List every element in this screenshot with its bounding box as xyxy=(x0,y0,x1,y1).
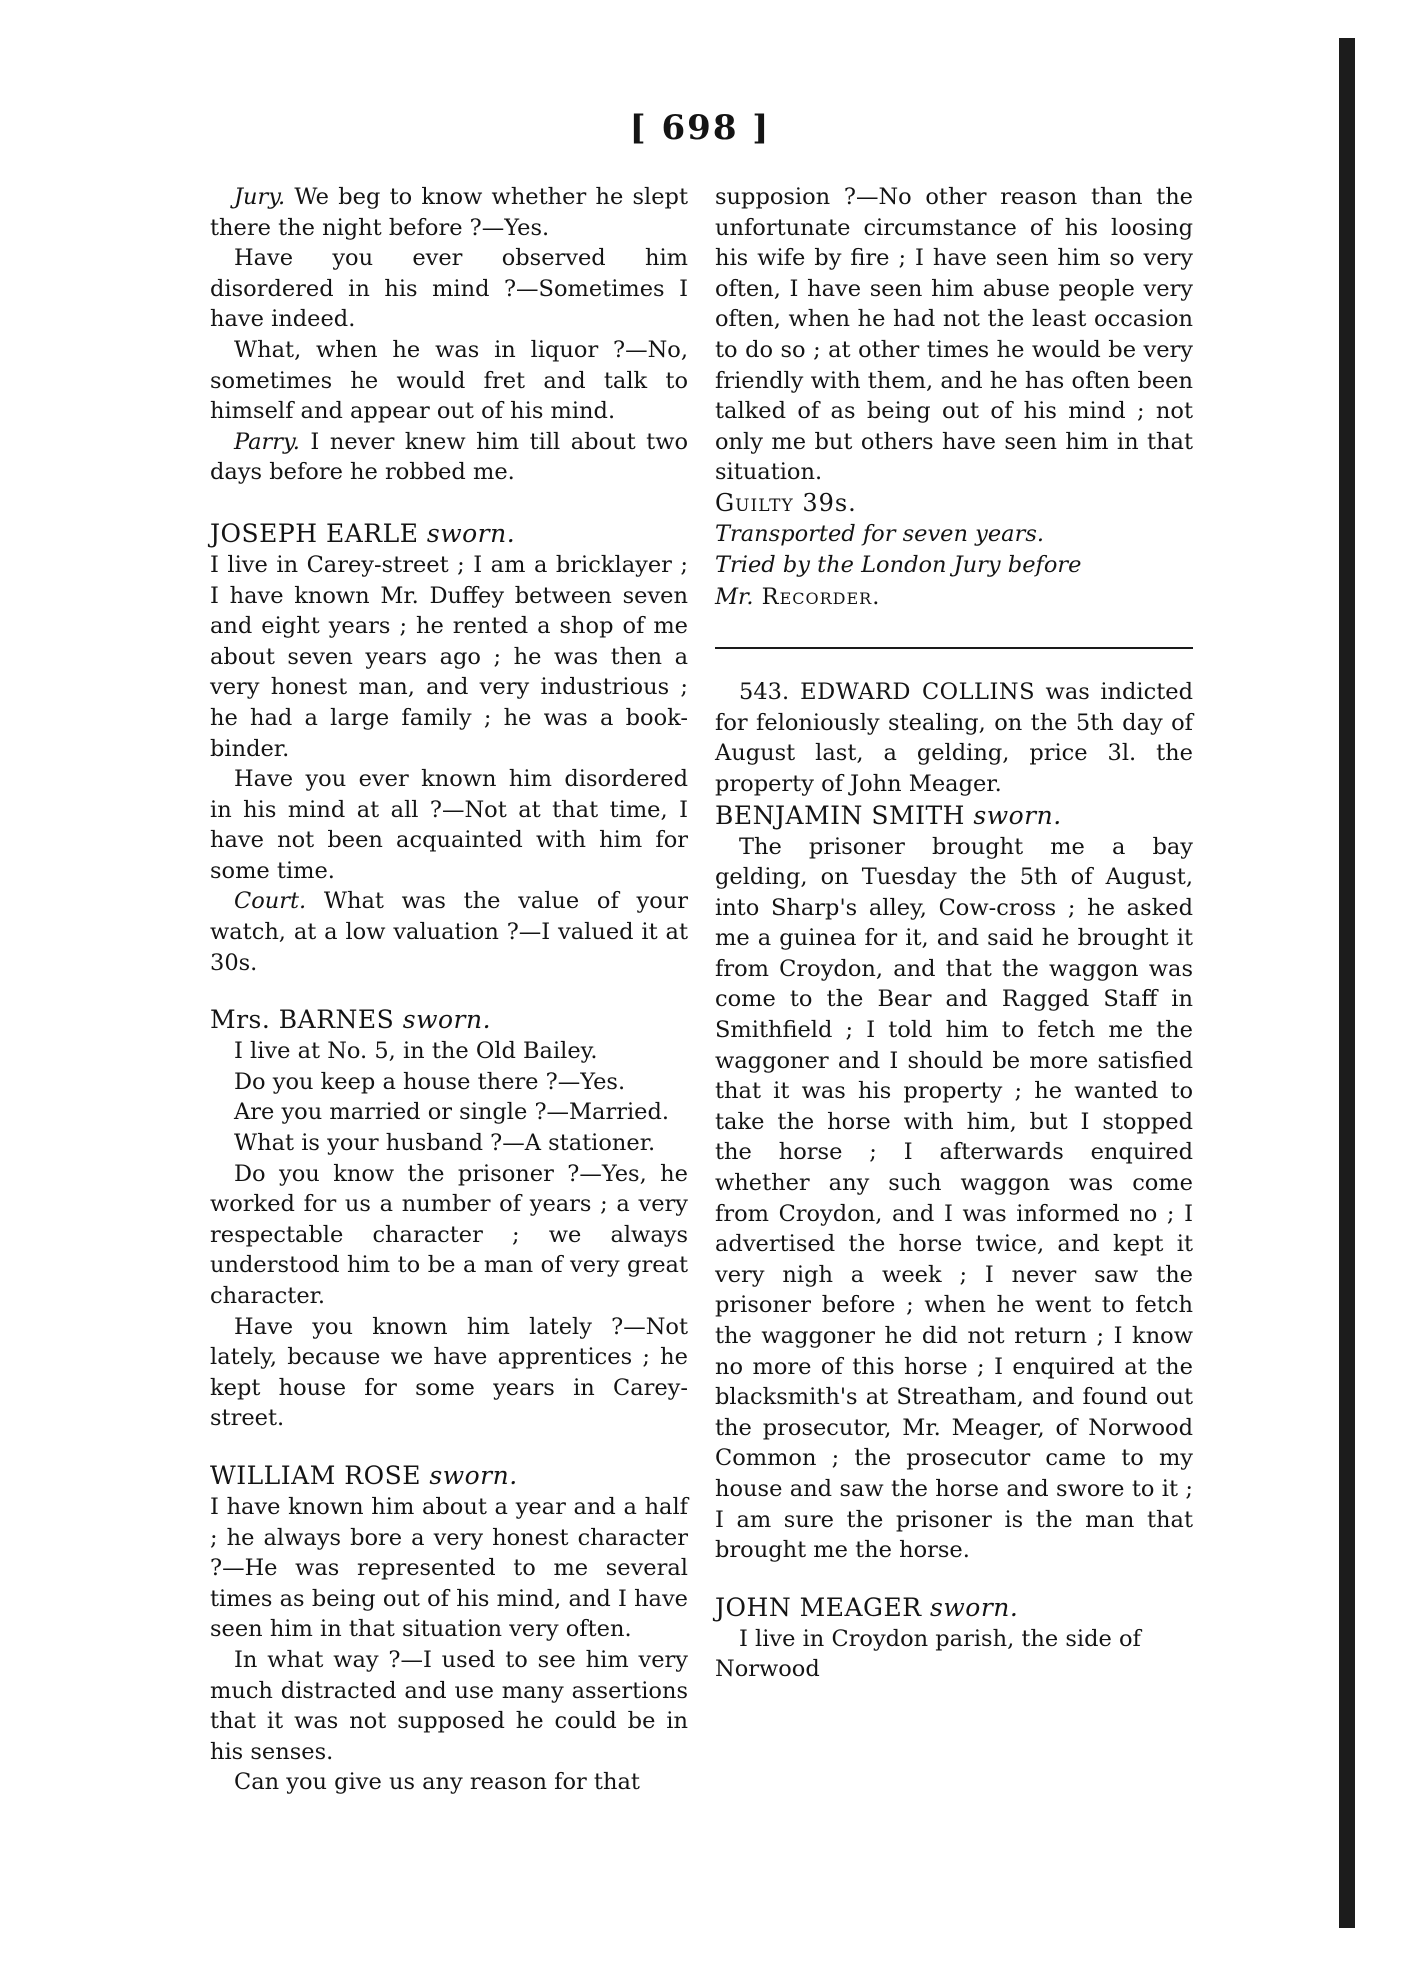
paragraph-text: I never knew him till about two days before he robbed me. xyxy=(210,428,688,486)
paragraph: Have you ever observed him disordered in his mind ?—Sometimes I have indeed. xyxy=(210,245,688,333)
paragraph: I have known him about a year and a half ; he always bore a very honest character ?—He was represented to me several times as being out of his mind, and I have seen him in that situation very often. xyxy=(210,1493,688,1643)
section-divider xyxy=(715,647,1193,649)
paragraph: Do you keep a house there ?—Yes. xyxy=(234,1068,626,1095)
witness-name: JOHN MEAGER xyxy=(715,1592,922,1622)
paragraph: I live in Croydon parish, the side of xyxy=(739,1625,1141,1652)
page-number: [ 698 ] xyxy=(629,108,771,148)
right-column xyxy=(715,182,1193,1685)
catchword: Norwood xyxy=(715,1656,820,1683)
witness-heading xyxy=(210,1004,688,1036)
paragraph-text: We beg to know whether he slept there the night before ?—Yes. xyxy=(210,184,688,241)
paragraph: In what way ?—I used to see him very much distracted and use many assertions that it was not supposed he could be in his senses. xyxy=(210,1646,688,1765)
verdict xyxy=(715,488,1193,519)
page-edge-bar xyxy=(1339,38,1355,1928)
speaker-label: Jury. xyxy=(234,184,286,210)
witness-name: WILLIAM ROSE xyxy=(210,1460,421,1490)
witness-name: BENJAMIN SMITH xyxy=(715,800,965,830)
witness-name: JOSEPH EARLE xyxy=(210,518,419,548)
paragraph: I live in Carey-street ; I am a bricklayer ; I have known Mr. Duffey between seven and eight years ; he rented a shop of me about seven years ago ; he was then a very honest man, and very industrious ; he had a large family ; he was a book-binder. xyxy=(210,551,688,762)
paragraph: What is your husband ?—A stationer. xyxy=(234,1130,656,1157)
indictment-text: was indicted for feloniously stealing, on the 5th day of August last, a gelding, price 3l. the property of John Meager. xyxy=(715,679,1193,797)
trial-note xyxy=(715,549,1193,613)
witness-heading xyxy=(715,1592,1193,1624)
sentence: Transported for seven years. xyxy=(715,520,1045,547)
paragraph xyxy=(210,427,688,488)
paragraph: supposion ?—No other reason than the unfortunate circumstance of his loosing his wife by fire ; I have seen him so very often, I have seen him abuse people very often, when he had not the least occasion to do so ; at other times he would be very friendly with them, and he has often been talked of as being out of his mind ; not only me but others have seen him in that situation. xyxy=(715,184,1193,486)
paragraph: Are you married or single ?—Married. xyxy=(234,1099,670,1126)
speaker-label: Parry. xyxy=(234,428,300,455)
witness-sworn: sworn. xyxy=(973,800,1062,830)
paragraph xyxy=(210,886,688,978)
verdict-amount: 39s. xyxy=(793,488,857,517)
witness-heading xyxy=(210,518,688,550)
defendant-name: EDWARD COLLINS xyxy=(789,679,1035,706)
paragraph: Have you ever known him disordered in his mind at all ?—Not at that time, I have not been acquainted with him for some time. xyxy=(210,766,688,884)
paragraph: I live at No. 5, in the Old Bailey. xyxy=(234,1038,598,1065)
case-heading xyxy=(715,677,1193,799)
paragraph: Can you give us any reason for that xyxy=(234,1769,640,1796)
speaker-label: Court. xyxy=(234,888,307,915)
left-column xyxy=(210,182,688,1798)
witness-sworn: sworn. xyxy=(429,1460,518,1490)
paragraph-text: What was the value of your watch, at a low valuation ?—I valued it at 30s. xyxy=(210,888,688,976)
paragraph: The prisoner brought me a bay gelding, on Tuesday the 5th of August, into Sharp's alley, Cow-cross ; he asked me a guinea for it, and said he brought it from Croydon, and that the waggon was come to the Bear and Ragged Staff in Smithfield ; I told him to fetch me the waggoner and I should be more satisfied that it was his property ; he wanted to take the horse with him, but I stopped the horse ; I afterwards enquired whether any such waggon was come from Croydon, and I was informed no ; I advertised the horse twice, and kept it very nigh a week ; I never saw the prisoner before ; when he went to fetch the waggoner he did not return ; I know no more of this horse ; I enquired at the blacksmith's at Streatham, and found out the prosecutor, Mr. Meager, of Norwood Common ; the prosecutor came to my house and saw the horse and swore to it ; I am sure the prisoner is the man that brought me the horse. xyxy=(715,833,1193,1564)
paragraph: Do you know the prisoner ?—Yes, he worked for us a number of years ; a very respectable character ; we always understood him to be a man of very great character. xyxy=(210,1160,688,1309)
witness-sworn: sworn. xyxy=(426,518,516,548)
judge-title: Mr. xyxy=(715,584,754,611)
paragraph: What, when he was in liquor ?—No, sometimes he would fret and talk to himself and appear out of his mind. xyxy=(210,336,688,425)
witness-sworn: sworn. xyxy=(402,1005,492,1035)
witness-title: Mrs. xyxy=(210,1005,271,1035)
judge-name: Recorder. xyxy=(753,584,881,611)
verdict-word: Guilty xyxy=(715,488,794,517)
paragraph: Have you known him lately ?—Not lately, because we have apprentices ; he kept house for some years in Carey-street. xyxy=(210,1313,688,1432)
witness-heading xyxy=(715,800,1193,832)
witness-name: BARNES xyxy=(278,1005,395,1035)
case-number: 543. xyxy=(739,679,790,706)
paragraph xyxy=(210,182,688,243)
witness-heading xyxy=(210,1460,688,1492)
trial-note-line: Tried by the London Jury before xyxy=(715,552,1082,579)
witness-sworn: sworn. xyxy=(930,1592,1019,1622)
